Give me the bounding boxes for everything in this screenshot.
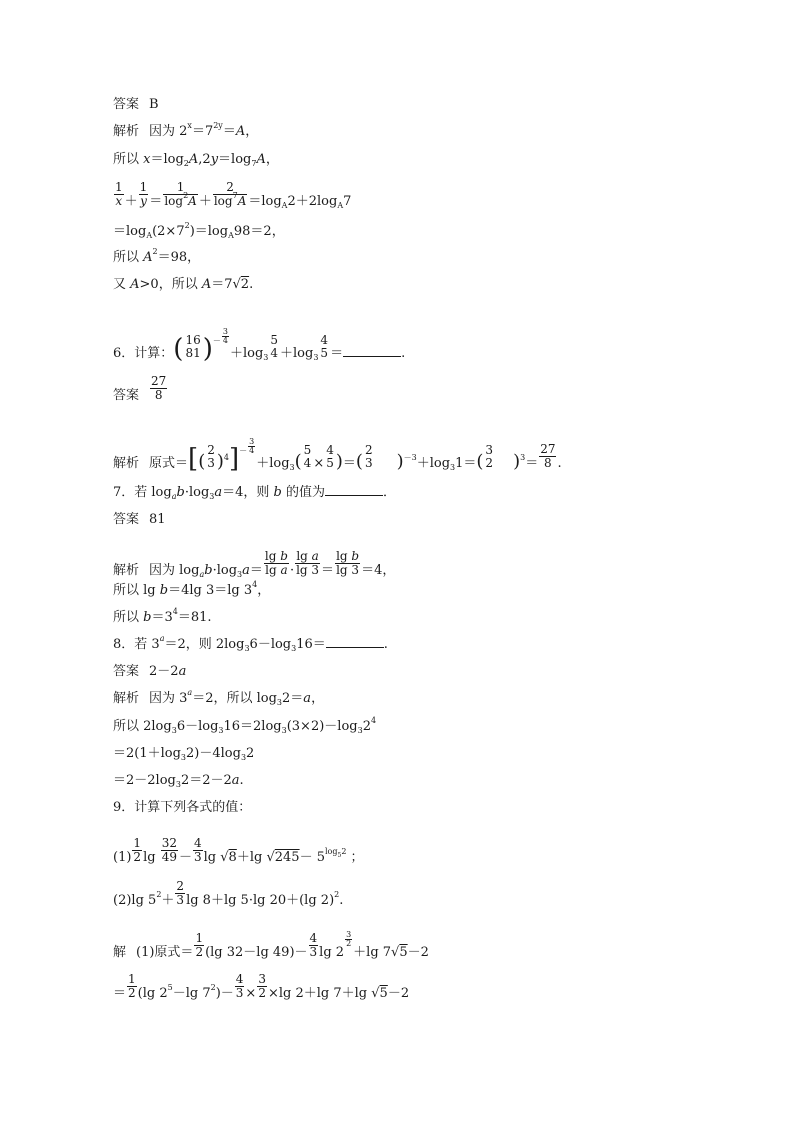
analysis-label: 解析 <box>113 124 140 139</box>
solution-label: 解 <box>113 945 127 960</box>
answer-blank <box>325 485 383 496</box>
answer-blank <box>343 346 401 357</box>
question-9-part-1: (1) $\frac{1}{2}$ lg $\frac{32}{49}$ － $\frac{4}{3}$ lg √8＋lg $√245- 5^{log_52}$ ； <box>113 836 364 865</box>
analysis-line-8-1: 解析 因为 $3^a=2$，所以 $\log_32=a$， <box>113 688 325 707</box>
answer-label: 答案 <box>113 664 140 679</box>
question-7: 7．若 $\log_ab\cdot\log_3a=4$，则 b 的值为 ． <box>113 485 397 501</box>
answer-fraction: $\frac{27}{8}$ <box>151 374 167 402</box>
fraction: 4 5 <box>320 333 329 360</box>
answer-value: B <box>149 97 159 112</box>
analysis-label: 解析 <box>113 456 140 471</box>
analysis-line-5-6: 又 A>0，所以 A＝7√2. <box>113 277 254 292</box>
sqrt-symbol: √ <box>391 945 400 960</box>
answer-line-7 <box>113 512 166 528</box>
sqrt-symbol: √ <box>266 850 275 865</box>
question-9: 9．计算下列各式的值： <box>113 800 252 815</box>
analysis-line-5-5: 所以 $A^2=98$， <box>113 247 201 265</box>
fraction: $\frac{1}{y}$ <box>139 180 148 208</box>
analysis-line-5-3: $\frac{1}{x}$ ＋ $\frac{1}{y}$ ＝ $\frac{1}{\log^2A}$ ＋ $\frac{2}{\log^7A}$ $=\log_A2+2\log_A7$ <box>115 180 352 210</box>
sqrt-symbol: √ <box>220 850 229 865</box>
answer-label: 答案 <box>113 97 140 112</box>
analysis-label: 解析 <box>113 691 140 706</box>
answer-value: 81 <box>149 512 166 527</box>
fraction: 16 81 <box>185 333 201 360</box>
fraction: 5 4 <box>270 333 279 360</box>
analysis-line-7-2: 所以 lg b＝4lg 3＝lg $3^4$， <box>113 580 271 598</box>
question-8: 8．若 $3^a=2$，则 $2\log_36-\log_316=$ . <box>113 634 388 653</box>
analysis-line-8-3: $=2(1+\log_32)-4\log_32$ <box>113 746 255 762</box>
answer-line-8: 答案 2－2a <box>113 664 187 679</box>
fraction: $\frac{2}{\log^7A}$ <box>213 180 247 208</box>
question-9-part-2: (2)lg $5^2+$ $\frac{2}{3}$ lg 8＋lg 5·lg 20＋(lg 2)$^2$. <box>113 879 344 908</box>
sqrt-symbol: √ <box>232 277 241 292</box>
analysis-line-7-3: 所以 $b=3^4=81$. <box>113 607 212 625</box>
analysis-line-8-2: 所以 $2\log_36-\log_316=2\log_3(3\times 2)-\log_32^4$ <box>113 716 377 735</box>
solution-line-9-2: ＝ $\frac{1}{2}$ (lg $2^5-\lg$ $7^2)-$ $\frac{4}{3}$ × $\frac{3}{2}$ ×lg 2＋lg 7＋lg √5－2 <box>113 972 410 1001</box>
answer-line-5 <box>113 97 159 113</box>
analysis-line-5-4: $=\log_A(2\times 7^2)=\log_A98=2$， <box>113 221 285 240</box>
answer-blank <box>326 637 384 648</box>
answer-label: 答案 <box>113 388 140 403</box>
analysis-label: 解析 <box>113 563 140 578</box>
fraction: $\frac{1}{\log^2A}$ <box>164 180 197 208</box>
answer-label: 答案 <box>113 512 140 527</box>
analysis-line-6: 解析 原式＝[( 2 3 )$^4$]$^{- \frac{3}{4}}$ $+\log_3$( 5 4 × 4 5 )＝( 2 3 )$^{-3}+\log_31=$( 3 2 )$^3$＝ $\frac{27}{8}$ . <box>113 437 562 474</box>
fraction: $\frac{1}{x}$ <box>115 180 123 208</box>
solution-line-9-1: 解 (1)原式＝ $\frac{1}{2}$ (lg 32－lg 49)－ $\frac{4}{3}$ lg 2 $^{\frac{3}{2}}$ ＋lg 7√5－2 <box>113 930 429 960</box>
analysis-line-5-1: 解析 因为 $2^x=7^{2y}=A$， <box>113 121 259 139</box>
analysis-line-7-1: 解析 因为 $\log_ab\cdot\log_3a=$ $\frac{\text{lg b}}{\text{lg a}}$ · $\frac{\text{lg a}}{\lg 3}$ ＝ $\frac{\text{lg b}}{\lg 3}$ ＝4， <box>113 549 396 579</box>
sqrt-symbol: √ <box>371 986 380 1001</box>
question-6: 6．计算：( 16 81 )$^{- \frac{3}{4}}$ $+\log_3$ 5 4 $+\log_3$ 4 5 ＝ . <box>113 327 406 364</box>
answer-line-6 <box>113 375 168 404</box>
analysis-line-5-2: 所以 $x=\log_2A,2y=\log_7A$， <box>113 152 279 168</box>
analysis-line-8-4: $=2-2\log_32=2-2a$. <box>113 773 244 789</box>
